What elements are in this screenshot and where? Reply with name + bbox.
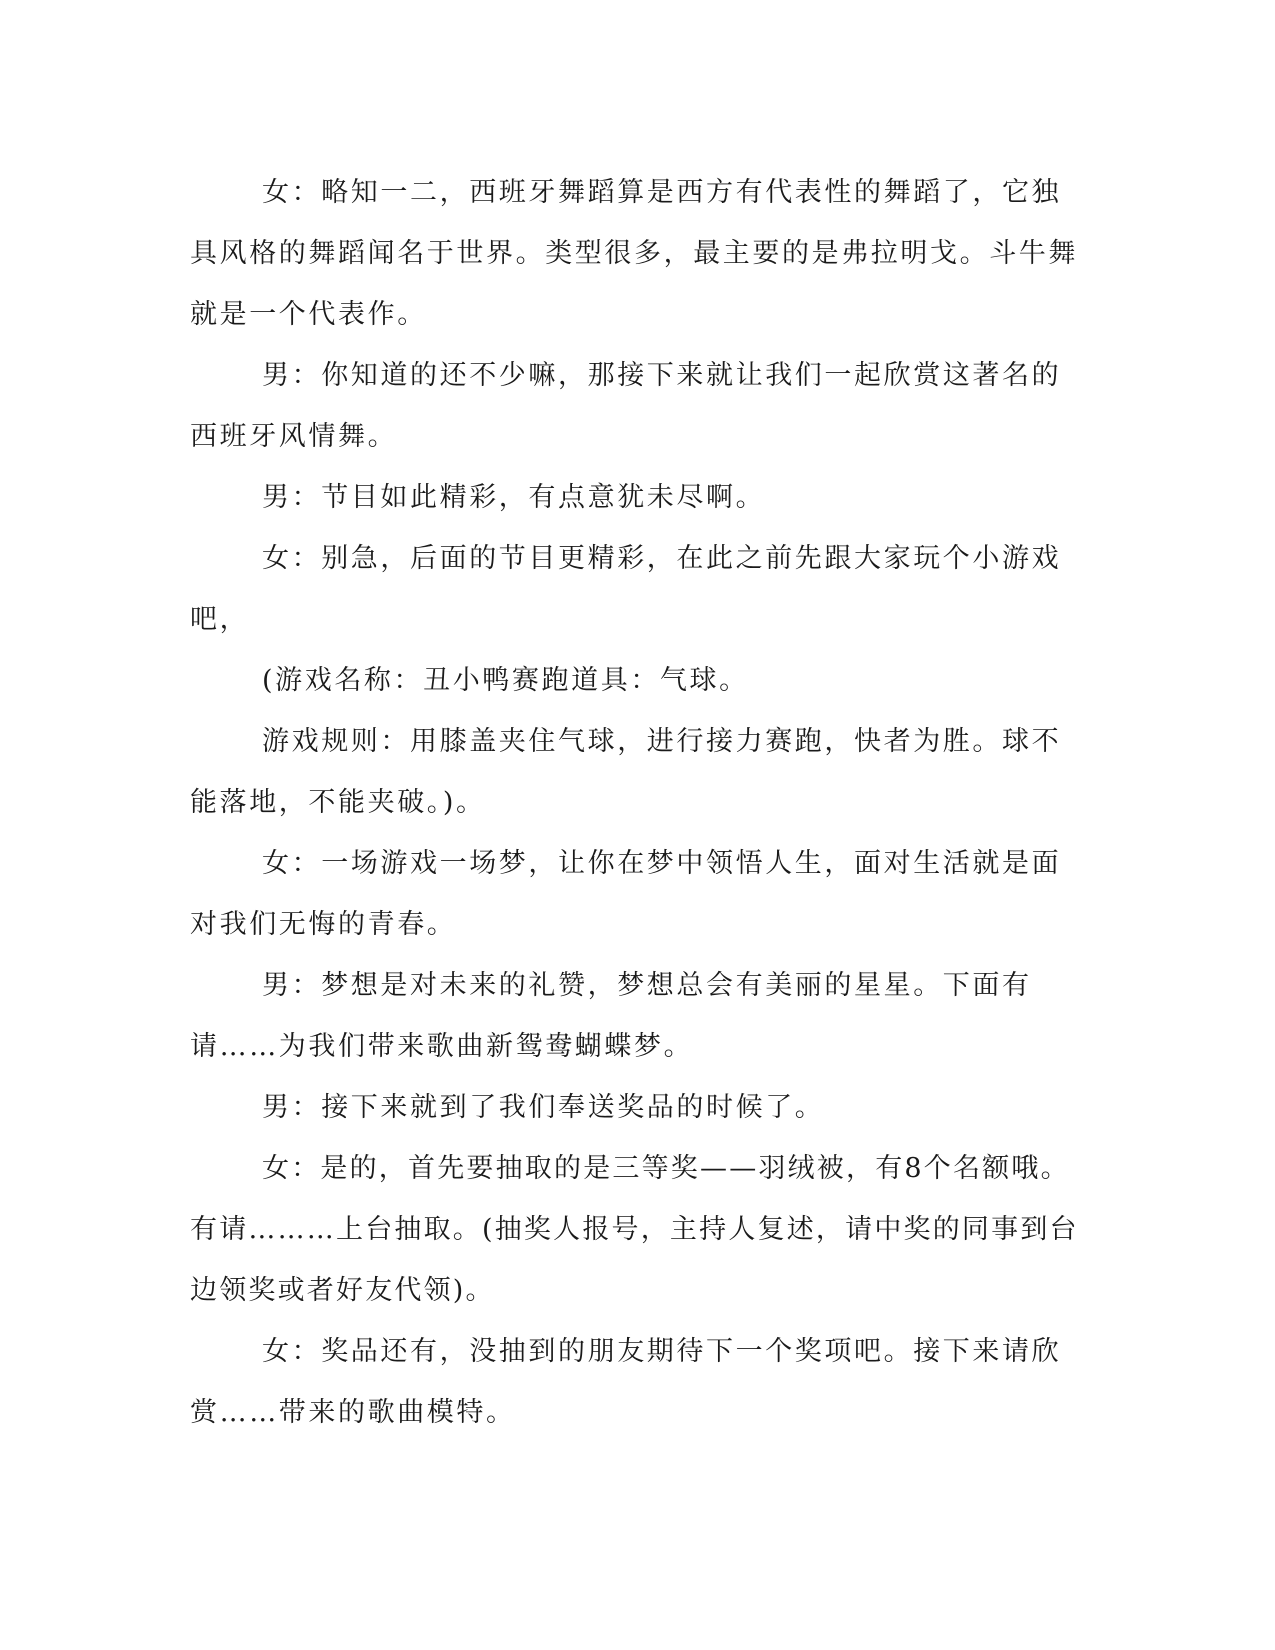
- paragraph-4: 女：别急，后面的节目更精彩，在此之前先跟大家玩个小游戏吧，: [190, 543, 1062, 635]
- paragraph-6: 游戏规则：用膝盖夹住气球，进行接力赛跑，快者为胜。球不能落地，不能夹破。)。: [190, 726, 1062, 818]
- paragraph-11: 女：奖品还有，没抽到的朋友期待下一个奖项吧。接下来请欣赏……带来的歌曲模特。: [190, 1336, 1062, 1428]
- paragraph-8: 男：梦想是对未来的礼赞，梦想总会有美丽的星星。下面有请……为我们带来歌曲新鸳鸯蝴蝶梦。: [190, 970, 1032, 1062]
- paragraph-10: 女：是的，首先要抽取的是三等奖——羽绒被，有8个名额哦。有请………上台抽取。(抽奖人报号，主持人复述，请中奖的同事到台边领奖或者好友代领)。: [190, 1153, 1079, 1306]
- document-body: [190, 162, 1080, 1443]
- paragraph-1: 女：略知一二，西班牙舞蹈算是西方有代表性的舞蹈了，它独具风格的舞蹈闻名于世界。类型很多，最主要的是弗拉明戈。斗牛舞就是一个代表作。: [190, 177, 1078, 330]
- paragraph-2: 男：你知道的还不少嘛，那接下来就让我们一起欣赏这著名的西班牙风情舞。: [190, 360, 1062, 452]
- paragraph-9: 男：接下来就到了我们奉送奖品的时候了。: [262, 1092, 825, 1123]
- paragraph-5: (游戏名称：丑小鸭赛跑道具：气球。: [262, 665, 749, 696]
- paragraph-7: 女：一场游戏一场梦，让你在梦中领悟人生，面对生活就是面对我们无悔的青春。: [190, 848, 1062, 940]
- paragraph-3: 男：节目如此精彩，有点意犹未尽啊。: [262, 482, 766, 513]
